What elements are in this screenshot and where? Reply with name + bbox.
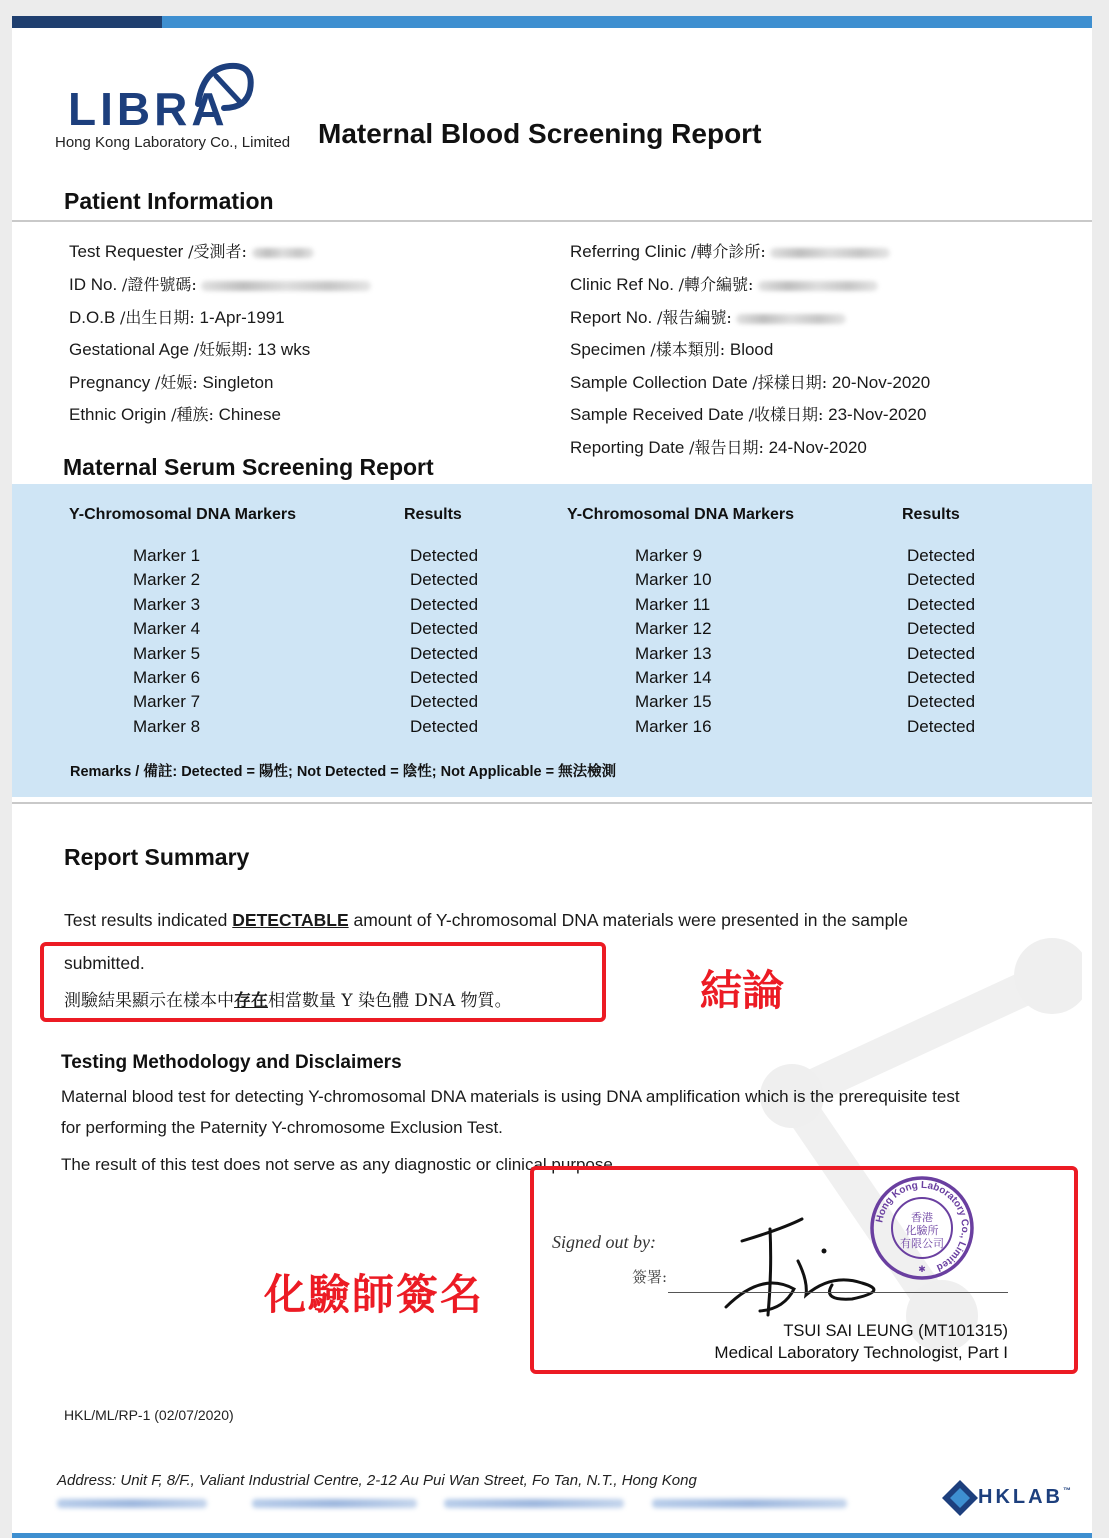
field-sample-received-date: Sample Received Date /收樣日期: 23-Nov-2020 — [570, 405, 927, 424]
top-accent-bar-light — [162, 16, 1092, 28]
summary-line-1: Test results indicated DETECTABLE amount of Y-chromosomal DNA materials were presented in the sample — [64, 910, 908, 930]
svg-text:香港: 香港 — [911, 1211, 933, 1224]
field-reporting-date: Reporting Date /報告日期: 24-Nov-2020 — [570, 438, 867, 457]
patient-info-heading: Patient Information — [64, 188, 274, 214]
marker-result: Detected — [410, 546, 479, 565]
marker-name: Marker 12 — [635, 619, 712, 639]
field-id-no: ID No. /證件號碼: — [69, 272, 371, 295]
col-header-markers: Y-Chromosomal DNA Markers — [567, 506, 795, 523]
marker-result: Detected — [410, 692, 479, 712]
signed-out-by-label: Signed out by: — [552, 1232, 656, 1252]
marker-result: Detected — [907, 619, 976, 639]
redacted-contact — [444, 1499, 624, 1508]
field-sample-collection-date: Sample Collection Date /採樣日期: 20-Nov-2020 — [570, 373, 931, 392]
libra-logo: LIBRA — [68, 83, 229, 135]
marker-name: Marker 14 — [635, 668, 712, 687]
summary-heading: Report Summary — [64, 844, 250, 870]
marker-name: Marker 1 — [133, 546, 201, 565]
col-header-results: Results — [902, 506, 960, 523]
report-page — [12, 16, 1092, 1538]
marker-result: Detected — [410, 716, 479, 736]
marker-name: Marker 11 — [635, 594, 711, 614]
redacted-value — [201, 281, 371, 291]
field-referring-clinic: Referring Clinic /轉介診所: — [570, 239, 890, 262]
svg-text:✱: ✱ — [918, 1265, 926, 1275]
methodology-line-1: Maternal blood test for detecting Y-chromosomal DNA materials is using DNA amplification which is the prerequisite test — [61, 1087, 960, 1106]
redacted-contact — [652, 1499, 847, 1508]
field-clinic-ref-no: Clinic Ref No. /轉介編號: — [570, 272, 878, 295]
conclusion-highlight-box — [40, 942, 606, 1022]
signed-cjk-label: 簽署: — [632, 1268, 668, 1286]
field-pregnancy: Pregnancy /妊娠: Singleton — [69, 373, 274, 392]
top-accent-bar-dark — [12, 16, 162, 28]
signatory-name: TSUI SAI LEUNG (MT101315) — [783, 1322, 1008, 1340]
col-header-markers: Y-Chromosomal DNA Markers — [69, 506, 297, 523]
marker-name: Marker 15 — [635, 692, 712, 712]
redacted-contact — [252, 1499, 417, 1508]
field-ethnic-origin: Ethnic Origin /種族: Chinese — [69, 405, 281, 424]
marker-name: Marker 13 — [635, 643, 712, 663]
redacted-contact — [57, 1499, 207, 1508]
methodology-line-2: for performing the Paternity Y-chromosome Exclusion Test. — [61, 1118, 503, 1137]
report-title: Maternal Blood Screening Report — [318, 118, 762, 149]
field-specimen: Specimen /樣本類別: Blood — [570, 340, 774, 359]
marker-result: Detected — [410, 594, 479, 614]
marker-result: Detected — [410, 570, 479, 590]
hklab-logo: HKLAB™ — [978, 1486, 1071, 1508]
field-gestational-age: Gestational Age /妊娠期: 13 wks — [69, 340, 311, 359]
field-test-requester: Test Requester /受測者: — [69, 239, 314, 262]
marker-name: Marker 4 — [133, 619, 201, 639]
col-header-results: Results — [404, 506, 462, 523]
marker-name: Marker 6 — [133, 668, 201, 687]
detectable-emphasis: DETECTABLE — [232, 910, 349, 930]
summary-cjk-line: 測驗結果顯示在樣本中存在相當數量 Y 染色體 DNA 物質。 — [64, 991, 512, 1011]
marker-result: Detected — [907, 692, 976, 712]
marker-name: Marker 9 — [635, 546, 703, 565]
svg-text:有限公司: 有限公司 — [900, 1237, 944, 1250]
marker-name: Marker 7 — [133, 692, 201, 712]
marker-result: Detected — [907, 570, 976, 590]
field-report-no: Report No. /報告編號: — [570, 305, 846, 328]
divider — [12, 802, 1092, 804]
marker-name: Marker 10 — [635, 570, 712, 590]
document-code: HKL/ML/RP-1 (02/07/2020) — [64, 1407, 234, 1423]
redacted-value — [758, 281, 878, 291]
lab-address: Address: Unit F, 8/F., Valiant Industrial Centre, 2-12 Au Pui Wan Street, Fo Tan, N.T., Hong Kong — [57, 1472, 697, 1489]
svg-text:Hong Kong Laboratory Co., Limi: Hong Kong Laboratory Co., Limited — [874, 1179, 971, 1273]
remarks-legend: Remarks / 備註: Detected = 陽性; Not Detected = 陰性; Not Applicable = 無法檢測 — [70, 764, 617, 780]
serum-report-heading: Maternal Serum Screening Report — [63, 454, 434, 480]
marker-result: Detected — [907, 594, 976, 614]
signatory-role: Medical Laboratory Technologist, Part I — [714, 1343, 1008, 1362]
marker-result: Detected — [907, 668, 976, 687]
marker-results-panel — [12, 484, 1092, 797]
svg-text:化驗所: 化驗所 — [905, 1224, 939, 1237]
marker-name: Marker 16 — [635, 716, 712, 736]
methodology-line-3: The result of this test does not serve as any diagnostic or clinical purpose. — [61, 1155, 618, 1174]
signature-highlight-box — [530, 1166, 1078, 1374]
redacted-value — [736, 314, 846, 324]
marker-result: Detected — [907, 643, 976, 663]
bottom-accent-bar — [12, 1533, 1092, 1538]
methodology-heading: Testing Methodology and Disclaimers — [61, 1052, 402, 1073]
field-dob: D.O.B /出生日期: 1-Apr-1991 — [69, 308, 285, 327]
marker-name: Marker 2 — [133, 570, 201, 590]
marker-result: Detected — [410, 619, 479, 639]
hklab-logo-icon — [940, 1478, 980, 1518]
marker-result: Detected — [410, 668, 479, 687]
divider — [12, 220, 1092, 222]
conclusion-annotation: 結論 — [700, 966, 785, 1015]
redacted-value — [770, 248, 890, 258]
marker-result: Detected — [907, 716, 976, 736]
marker-name: Marker 3 — [133, 594, 201, 614]
marker-name: Marker 5 — [133, 643, 201, 663]
redacted-value — [252, 248, 314, 258]
marker-result: Detected — [410, 643, 479, 663]
marker-name: Marker 8 — [133, 716, 201, 736]
marker-result: Detected — [907, 546, 976, 565]
signature-annotation: 化驗師簽名 — [264, 1270, 485, 1319]
company-name: Hong Kong Laboratory Co., Limited — [55, 134, 291, 151]
summary-line-2: submitted. — [64, 953, 145, 973]
